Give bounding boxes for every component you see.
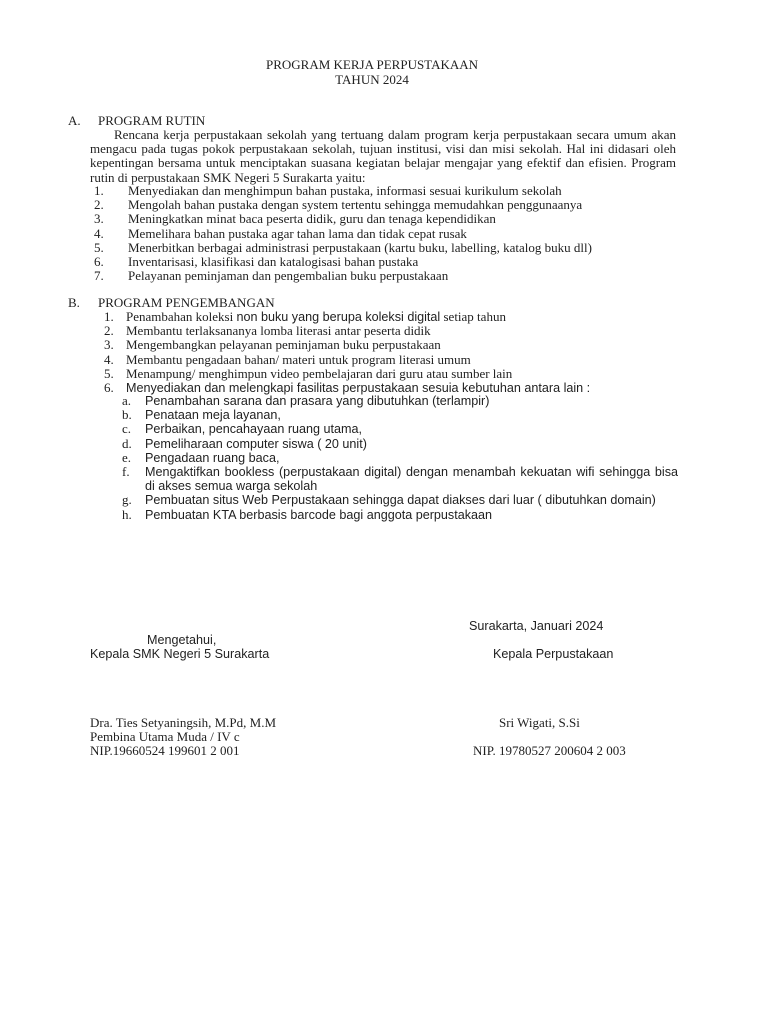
sub-list-item xyxy=(122,465,678,493)
sub-item-text: Pengadaan ruang baca, xyxy=(145,450,280,465)
item-number: 2. xyxy=(94,197,104,213)
item-text: Memelihara bahan pustaka agar tahan lama dan tidak cepat rusak xyxy=(128,225,467,241)
section-a-title: PROGRAM RUTIN xyxy=(98,113,206,128)
sub-list-item xyxy=(122,408,678,422)
item-number: 6. xyxy=(94,253,104,269)
place-date: Surakarta, Januari 2024 xyxy=(469,619,604,633)
sub-item-text: Pemeliharaan computer siswa ( 20 unit) xyxy=(145,436,367,451)
item-text: Inventarisasi, klasifikasi dan katalogisasi bahan pustaka xyxy=(128,253,419,269)
librarian-nip: NIP. 19780527 200604 2 003 xyxy=(473,743,626,758)
sub-item-text: Mengaktifkan bookless (perpustakaan digital) dengan menambah kekuatan wifi sehingga bisa di akses semua warga sekolah xyxy=(145,465,678,494)
section-b-letter: B. xyxy=(68,295,80,310)
principal-title: Kepala SMK Negeri 5 Surakarta xyxy=(90,647,270,661)
item-text xyxy=(126,310,506,324)
item-number: 4. xyxy=(104,351,114,367)
section-b-heading xyxy=(68,296,275,310)
item-number: 5. xyxy=(104,365,114,381)
item-number: 1. xyxy=(94,183,104,198)
sub-item-text: Penataan meja layanan, xyxy=(145,408,281,423)
principal-nip: NIP.19660524 199601 2 001 xyxy=(90,743,240,758)
sub-item-letter: e. xyxy=(122,449,132,465)
item-number: 7. xyxy=(94,268,104,284)
sub-item-text: Perbaikan, pencahayaan ruang utama, xyxy=(145,422,363,437)
section-a-heading xyxy=(68,114,205,128)
sub-item-text: Penambahan sarana dan prasara yang dibutuhkan (terlampir) xyxy=(145,394,490,408)
sub-item-text: Pembuatan KTA berbasis barcode bagi anggota perpustakaan xyxy=(145,507,493,522)
item-text: Menerbitkan berbagai administrasi perpustakaan (kartu buku, labelling, katalog buku dll) xyxy=(128,239,592,255)
section-a-paragraph: Rencana kerja perpustakaan sekolah yang tertuang dalam program kerja perpustakaan secara umum akan mengacu pada tugas pokok perpustakaan sekolah, tujuan institusi, visi dan misi sekolah. Hal ini didasari oleh kepentingan bersama untuk menciptakan suasana kegiatan belajar mengajar yang efektif dan efisien. Program rutin di perpustakaan SMK Negeri 5 Surakarta yaitu: xyxy=(90,127,676,185)
item-text: Menampung/ menghimpun video pembelajaran dari guru atau sumber lain xyxy=(126,365,513,381)
item-text-highlight: non buku yang berupa koleksi digital xyxy=(236,310,441,324)
librarian-title: Kepala Perpustakaan xyxy=(493,647,614,661)
sub-list-item xyxy=(122,493,678,507)
item-text: Pelayanan peminjaman dan pengembalian buku perpustakaan xyxy=(128,268,449,284)
librarian-name: Sri Wigati, S.Si xyxy=(499,715,580,730)
sub-item-letter: g. xyxy=(122,492,132,508)
principal-name: Dra. Ties Setyaningsih, M.Pd, M.M xyxy=(90,715,276,730)
item-text: Membantu terlaksananya lomba literasi antar peserta didik xyxy=(126,323,431,339)
sub-list-item xyxy=(122,451,678,465)
sub-item-letter: c. xyxy=(122,421,132,437)
sub-item-letter: a. xyxy=(122,393,132,408)
item-text: Menyediakan dan melengkapi fasilitas perpustakaan sesuia kebutuhan antara lain : xyxy=(126,380,591,395)
item-text: Mengolah bahan pustaka dengan system tertentu sehingga memudahkan penggunaanya xyxy=(128,197,583,213)
sub-item-letter: h. xyxy=(122,506,132,522)
sub-item-letter: f. xyxy=(122,464,130,480)
section-b-title: PROGRAM PENGEMBANGAN xyxy=(98,295,275,310)
item-number: 2. xyxy=(104,323,114,339)
section-b-sublist xyxy=(122,394,678,522)
item-text-pre: Penambahan koleksi xyxy=(126,309,237,324)
item-text: Menyediakan dan menghimpun bahan pustaka, informasi sesuai kurikulum sekolah xyxy=(128,183,562,198)
item-text: Meningkatkan minat baca peserta didik, guru dan tenaga kependidikan xyxy=(128,211,496,227)
principal-rank: Pembina Utama Muda / IV c xyxy=(90,729,240,744)
sub-list-item xyxy=(122,437,678,451)
item-text-post: setiap tahun xyxy=(440,309,506,324)
document-title xyxy=(0,57,744,87)
title-line-2: TAHUN 2024 xyxy=(335,72,409,87)
item-number: 4. xyxy=(94,225,104,241)
section-a-letter: A. xyxy=(68,113,81,128)
acknowledged-label: Mengetahui, xyxy=(147,633,217,647)
item-text: Mengembangkan pelayanan peminjaman buku perpustakaan xyxy=(126,337,441,353)
sub-list-item xyxy=(122,508,678,522)
title-line-1: PROGRAM KERJA PERPUSTAKAAN xyxy=(265,57,479,72)
item-number: 3. xyxy=(94,211,104,227)
sub-item-text: Pembuatan situs Web Perpustakaan sehingga dapat diakses dari luar ( dibutuhkan domain) xyxy=(145,493,656,508)
item-number: 6. xyxy=(104,379,114,395)
item-text: Membantu pengadaan bahan/ materi untuk program literasi umum xyxy=(126,351,471,367)
item-number: 5. xyxy=(94,239,104,255)
sub-item-letter: b. xyxy=(122,407,132,423)
sub-list-item xyxy=(122,394,678,408)
sub-list-item xyxy=(122,422,678,436)
item-number: 1. xyxy=(104,309,114,324)
item-number: 3. xyxy=(104,337,114,353)
sub-item-letter: d. xyxy=(122,435,132,451)
